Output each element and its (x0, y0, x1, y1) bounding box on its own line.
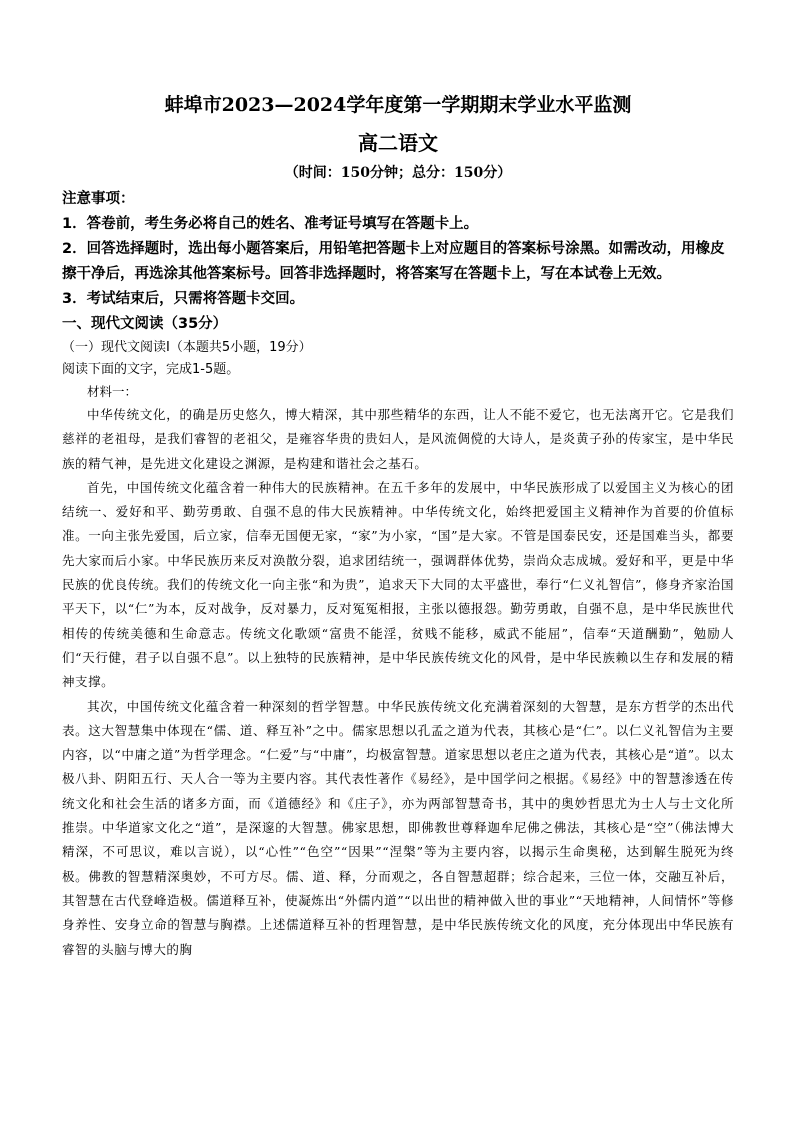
notice-heading: 注意事项： (62, 191, 135, 207)
material-paragraph-2: 首先，中国传统文化蕴含着一种伟大的民族精神。在五千多年的发展中，中华民族形成了以爱国主义为核心的团结统一、爱好和平、勤劳勇敢、自强不息的伟大民族精神。中华传统文化，始终把爱国主义精神作为首要的价值标准。一向主张先爱国，后立家，信奉无国便无家，“家”为小家，“国”是大家。不管是国泰民安，还是国难当头，都要先大家而后小家。中华民族历来反对涣散分裂，追求团结统一，强调群体优势，崇尚众志成城。爱好和平，更是中华民族的优良传统。我们的传统文化一向主张“和为贵”，追求天下大同的太平盛世，奉行“仁义礼智信”，修身齐家治国平天下，以“仁”为本，反对战争，反对暴力，反对冤冤相报，主张以德报怨。勤劳勇敢，自强不息，是中华民族世代相传的传统美德和生命意志。传统文化歌颂“富贵不能淫，贫贱不能移，威武不能屈”，信奉“天道酬勤”，勉励人们“天行健，君子以自强不息”。以上独特的民族精神，是中华民族传统文化的风骨，是中华民族赖以生存和发展的精神支撑。 (62, 479, 734, 690)
section-instruction: 阅读下面的文字，完成1-5题。 (62, 362, 240, 377)
material-paragraph-1: 中华传统文化，的确是历史悠久，博大精深，其中那些精华的东西，让人不能不爱它，也无法离开它。它是我们慈祥的老祖母，是我们睿智的老祖父，是雍容华贵的贵妇人，是风流倜傥的大诗人，是炎黄子孙的传家宝，是中华民族的精气神，是先进文化建设之渊源，是构建和谐社会之基石。 (62, 407, 734, 471)
exam-time-info: （时间：150分钟；总分：150分） (284, 165, 512, 181)
notice-item-3: 3．考试结束后，只需将答题卡交回。 (62, 291, 305, 307)
material-paragraph-3: 其次，中国传统文化蕴含着一种深刻的哲学智慧。中华民族传统文化充满着深刻的大智慧，是东方哲学的杰出代表。这大智慧集中体现在“儒、道、释互补”之中。儒家思想以孔孟之道为代表，其核心是“仁”。以仁义礼智信为主要内容，以“中庸之道”为哲学理念。“仁爱”与“中庸”，均极富智慧。道家思想以老庄之道为代表，其核心是“道”。以太极八卦、阴阳五行、天人合一等为主要内容。其代表性著作《易经》，是中国学问之根据。《易经》中的智慧渗透在传统文化和社会生活的诸多方面，而《道德经》和《庄子》，亦为两部智慧奇书，其中的奥妙哲思尤为士人与士文化所推崇。中华道家文化之“道”，是深邃的大智慧。佛家思想，即佛教世尊释迦牟尼佛之佛法，其核心是“空”（佛法博大精深，不可思议，难以言说），以“心性”“色空”“因果”“涅槃”等为主要内容，以揭示生命奥秘，达到解生脱死为终极。佛教的智慧精深奥妙，不可方尽。儒、道、释，分而观之，各自智慧超群；综合起来，三位一体，交融互补后，其智慧在古代登峰造极。儒道释互补，使凝炼出“外儒内道”“以出世的精神做入世的事业”“天地精神，人间情怀”等修身养性、安身立命的智慧与胸襟。上述儒道释互补的哲理智慧，是中华民族传统文化的风度，充分体现出中华民族有睿智的头脑与博大的胸 (62, 698, 734, 957)
section-heading: 一、现代文阅读（35分） (62, 316, 228, 332)
material-label: 材料一： (87, 384, 138, 399)
exam-page (62, 92, 734, 962)
exam-title: 蚌埠市2023—2024学年度第一学期期末学业水平监测 (164, 94, 632, 116)
notice-item-2: 2．回答选择题时，选出每小题答案后，用铅笔把答题卡上对应题目的答案标号涂黑。如需改动，用橡皮擦干净后，再选涂其他答案标号。回答非选择题时，将答案写在答题卡上，写在本试卷上无效。 (62, 241, 725, 282)
exam-subject: 高二语文 (358, 131, 438, 155)
section-sub-heading: （一）现代文阅读Ⅰ（本题共5小题，19分） (62, 340, 312, 355)
notice-item-1: 1．答卷前，考生务必将自己的姓名、准考证号填写在答题卡上。 (62, 216, 479, 232)
